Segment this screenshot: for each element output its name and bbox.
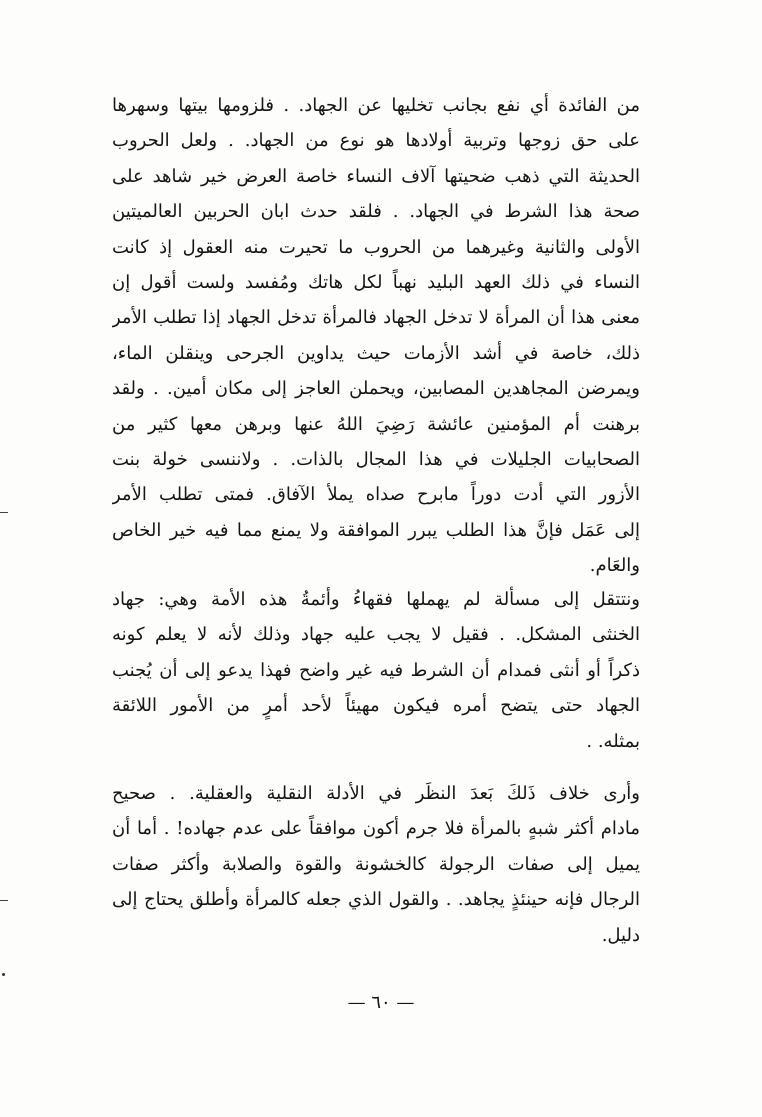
text-line: على حق زوجها وتربية أولادها هو نوع من الجهاد. . ولعل الحروب (112, 130, 640, 152)
text-line: الصحابيات الجليلات في هذا المجال بالذات. . ولاننسى خولة بنت (112, 448, 640, 470)
text-line: الأولى والثانية وغيرهما من الحروب ما تحيرت منه العقول إذ كانت (112, 236, 640, 258)
text-line: ذلك، خاصة في أشد الأزمات حيث يداوين الجرحى وينقلن الماء، (112, 342, 640, 364)
paragraph-2 (112, 582, 640, 759)
paragraph-3 (112, 776, 640, 953)
text-line: من الفائدة أي نفع بجانب تخليها عن الجهاد. . فلزومها بيتها وسهرها (112, 95, 640, 116)
text-line: بمثله. . (586, 730, 640, 752)
scan-speck (2, 973, 5, 976)
text-line: الجهاد حتى يتضح أمره فيكون مهيئاً لأحد أمرٍ من الأمور اللائقة (112, 695, 640, 717)
text-line: الأزور التي أدت دوراً مابرح صداه يملأ الآفاق. فمتى تطلب الأمر (112, 484, 640, 506)
text-line: معنى هذا أن المرأة لا تدخل الجهاد فالمرأة تدخل الجهاد إذا تطلب الأمر (112, 307, 640, 329)
text-line: الرجال فإنه حينئذٍ يجاهد. . والقول الذي جعله كالمرأة وأطلق يحتاج إلى (112, 889, 640, 911)
text-line: وأرى خلاف ذَلكَ بَعدَ النظَر في الأدلة النقلية والعقلية. . صحيح (112, 783, 640, 804)
text-line: الحديثة التي ذهب ضحيتها آلاف النساء خاصة العرض خير شاهد على (112, 165, 640, 187)
text-line: مادام أكثر شبهٍ بالمرأة فلا جرم أكون موافقاً على عدم جهاده! . أما أن (112, 818, 640, 840)
text-line: دليل. (601, 924, 640, 946)
text-line: ويمرضن المجاهدين المصابين، ويحملن العاجز إلى مكان أمين. . ولقد (112, 378, 640, 400)
text-line: النساء في ذلك العهد البليد نهباً لكل هاتك ومُفسد ولست أقول إن (112, 271, 640, 293)
text-line: صحة هذا الشرط في الجهاد. . فلقد حدث ابان الحربين العالميتين (112, 201, 640, 223)
text-line: الخنثى المشكل. . فقيل لا يجب عليه جهاد وذلك لأنه لا يعلم كونه (112, 624, 640, 646)
text-line: إلى عَمَل فإنَّ هذا الطلب يبرر الموافقة ولا يمنع مما فيه خير الخاص (112, 519, 640, 541)
text-line: ونتتقل إلى مسألة لم يهملها فقهاءُ وأئمةُ هذه الأمة وهي: جهاد (112, 589, 640, 610)
text-line: يميل إلى صفات الرجولة كالخشونة والقوة والصلابة وأكثر صفات (112, 853, 640, 875)
scan-edge-mark (0, 512, 8, 513)
page-number: — ٦٠ — (347, 992, 415, 1013)
text-line: والعَام. (589, 555, 640, 577)
paragraph-1 (112, 88, 640, 583)
scan-edge-mark (0, 900, 8, 901)
text-line: برهنت أم المؤمنين عائشة رَضِيَ اللهُ عنها وبرهن معها كثير من (112, 413, 640, 435)
text-line: ذكراً أو أنثى فمدام أن الشرط فيه غير واضح فهذا يدعو إلى أن يُجنب (112, 659, 640, 681)
